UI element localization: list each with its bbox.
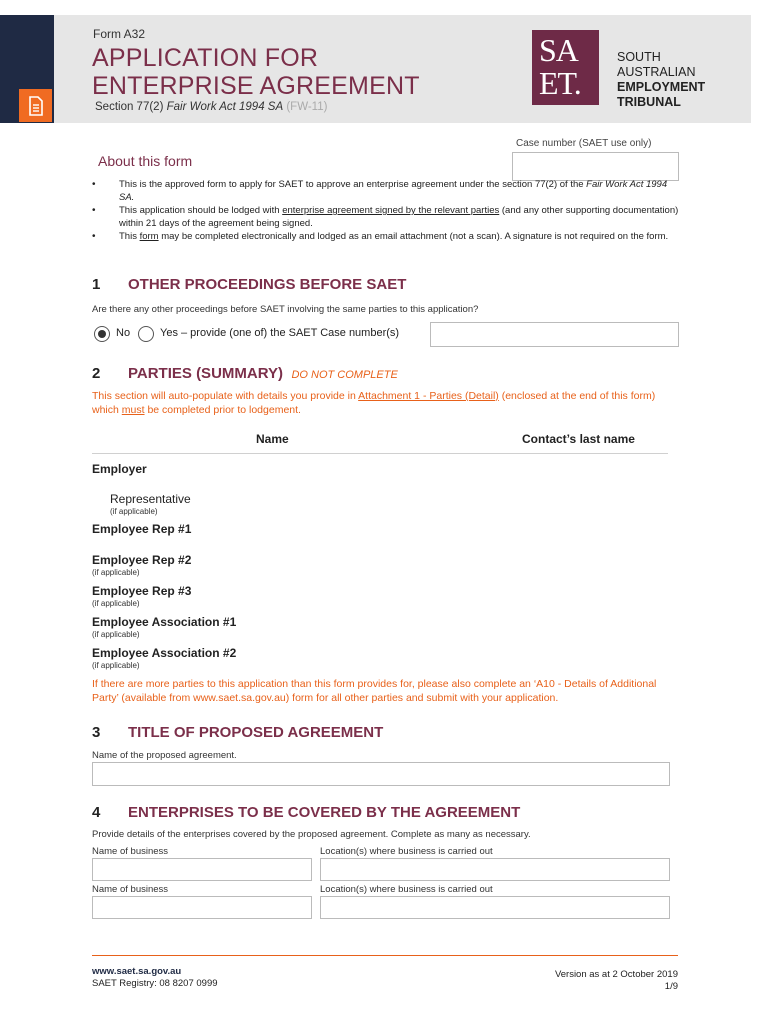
case-number-label: Case number (SAET use only) [516, 138, 652, 149]
party-employer-label: Employer [92, 462, 147, 476]
logo-letters-top: SA [539, 32, 578, 68]
section-reference [95, 101, 327, 113]
party-employee-rep-2-label: Employee Rep #2 [92, 553, 192, 567]
note-text: (enclosed at the end of this form) which [92, 390, 656, 416]
list-item [92, 205, 682, 230]
about-heading: About this form [98, 153, 193, 169]
section-4-intro: Provide details of the enterprises covered by the proposed agreement. Complete as many as necessary. [92, 829, 531, 840]
party-employee-assoc-2-label: Employee Association #2 [92, 646, 237, 660]
footer-version: Version as at 2 October 2019 [554, 969, 678, 980]
do-not-complete-tag: DO NOT COMPLETE [291, 369, 398, 381]
logo-line-2: AUSTRALIAN [617, 65, 696, 79]
about-list [92, 179, 682, 245]
section-3-title: TITLE OF PROPOSED AGREEMENT [128, 724, 384, 741]
section-4-number: 4 [92, 804, 101, 821]
logo-line-1: SOUTH [617, 50, 661, 64]
section-4-title: ENTERPRISES TO BE COVERED BY THE AGREEMENT [128, 804, 521, 821]
page-title [92, 44, 420, 100]
note-text: This section will auto-populate with details you provide in [92, 390, 359, 402]
section-2-title: PARTIES (SUMMARY) [128, 365, 283, 382]
business-location-label-1: Location(s) where business is carried out [320, 846, 493, 857]
section-1-title: OTHER PROCEEDINGS BEFORE SAET [128, 276, 407, 293]
radio-no-label: No [116, 327, 131, 339]
party-employee-rep-2-sub: (if applicable) [92, 568, 140, 577]
party-representative-label: Representative [110, 492, 191, 506]
form-code: Form A32 [93, 27, 146, 41]
document-icon [19, 89, 52, 122]
party-employee-assoc-1-label: Employee Association #1 [92, 615, 237, 629]
footer-website[interactable]: www.saet.sa.gov.au [92, 966, 182, 977]
business-name-field-2[interactable] [92, 896, 312, 919]
footer-divider [92, 955, 678, 956]
agreement-name-field[interactable] [92, 762, 670, 786]
bullet-text: (and any other supporting documentation) within 21 days of the agreement being signed. [119, 205, 679, 229]
saet-logo-mark [532, 30, 599, 105]
bullet-underline: form [139, 231, 159, 242]
note-text: be completed prior to lodgement. [144, 403, 301, 416]
bullet-text: This is the approved form to apply for SAET to approve an enterprise agreement under the section 77(2) of the [119, 179, 587, 190]
business-location-field-1[interactable] [320, 858, 670, 881]
section-1-question: Are there any other proceedings before SAET involving the same parties to this application? [92, 304, 479, 315]
note-must: must [121, 403, 145, 416]
bullet-text: may be completed electronically and lodged as an email attachment (not a scan). A signature is not required on the form. [158, 231, 669, 242]
radio-yes[interactable] [138, 326, 154, 342]
radio-selected-dot [98, 330, 106, 338]
party-employee-rep-3-label: Employee Rep #3 [92, 584, 192, 598]
bullet-text: This [119, 231, 140, 242]
party-employee-assoc-2-sub: (if applicable) [92, 661, 140, 670]
section-1-number: 1 [92, 276, 101, 293]
column-header-name: Name [256, 432, 289, 446]
additional-parties-note: If there are more parties to this application than this form provides for, please also complete an ‘A10 - Details of Additional Party’ (available from www.saet.sa.gov.au) form for all other parties and submit with your application. [92, 678, 657, 704]
list-item [92, 231, 682, 244]
radio-no[interactable] [94, 326, 110, 342]
business-location-label-2: Location(s) where business is carried out [320, 884, 493, 895]
bullet-act: Fair Work Act 1994 SA. [119, 179, 668, 203]
radio-yes-label: Yes – provide (one of) the SAET Case number(s) [160, 327, 400, 339]
title-line-1: APPLICATION FOR [92, 44, 319, 72]
table-divider [92, 453, 668, 454]
footer-page-number: 1/9 [664, 981, 678, 992]
act-name: Fair Work Act 1994 SA [166, 101, 284, 113]
fw-code: (FW-11) [286, 101, 328, 113]
bullet-text: This application should be lodged with [119, 205, 283, 216]
other-case-number-field[interactable] [430, 322, 679, 347]
logo-wordmark [617, 50, 705, 110]
list-item [92, 179, 682, 204]
section-2-number: 2 [92, 365, 101, 382]
business-name-label-1: Name of business [92, 846, 169, 857]
case-number-field[interactable] [512, 152, 679, 181]
business-name-field-1[interactable] [92, 858, 312, 881]
business-name-label-2: Name of business [92, 884, 169, 895]
section-prefix: Section 77(2) [95, 101, 164, 113]
attachment-link[interactable]: Attachment 1 - Parties (Detail) [358, 390, 499, 402]
party-employee-assoc-1-sub: (if applicable) [92, 630, 140, 639]
party-representative-sub: (if applicable) [110, 507, 158, 516]
logo-line-3: EMPLOYMENT [617, 80, 706, 94]
business-location-field-2[interactable] [320, 896, 670, 919]
party-employee-rep-1-label: Employee Rep #1 [92, 522, 192, 536]
party-employee-rep-3-sub: (if applicable) [92, 599, 140, 608]
logo-letters-bottom: ET. [539, 65, 581, 101]
section-3-number: 3 [92, 724, 101, 741]
column-header-contact: Contact’s last name [522, 432, 635, 446]
agreement-name-label: Name of the proposed agreement. [92, 750, 237, 761]
logo-line-4: TRIBUNAL [617, 95, 681, 109]
title-line-2: ENTERPRISE AGREEMENT [92, 72, 420, 100]
bullet-underline: enterprise agreement signed by the relevant parties [282, 205, 500, 216]
section-2-note [92, 390, 677, 417]
section-2-heading [128, 365, 398, 383]
footer-registry: SAET Registry: 08 8207 0999 [92, 978, 218, 989]
